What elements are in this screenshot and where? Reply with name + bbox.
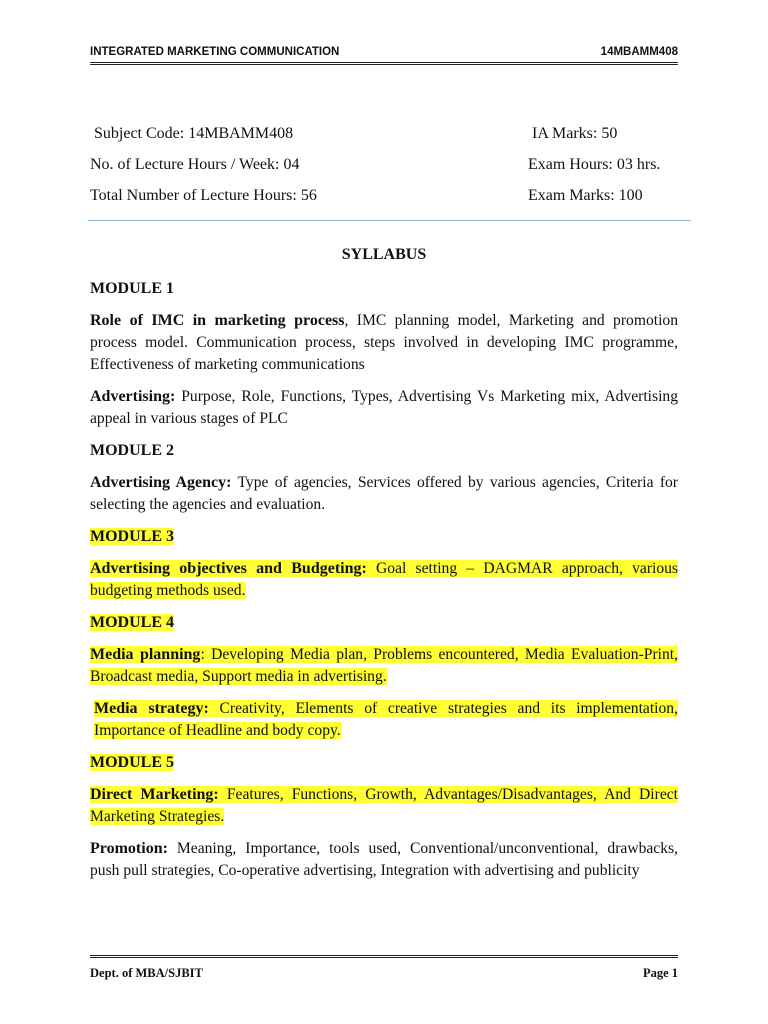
meta-row bbox=[90, 118, 678, 149]
exam-marks: Exam Marks: 100 bbox=[528, 186, 643, 204]
module-paragraph bbox=[90, 472, 678, 516]
module-text: Creativity, Elements of creative strategies and its implementation, Importance of Headline and body copy. bbox=[94, 700, 678, 739]
syllabus-content bbox=[90, 244, 678, 892]
module-text: Goal setting – DAGMAR approach, various budgeting methods used. bbox=[90, 560, 679, 599]
module-term: Direct Marketing: bbox=[90, 786, 219, 803]
page-footer bbox=[90, 955, 678, 981]
subject-code: Subject Code: 14MBAMM408 bbox=[94, 124, 294, 142]
module-term: Advertising: bbox=[90, 388, 176, 405]
lecture-hours-week: No. of Lecture Hours / Week: 04 bbox=[90, 155, 300, 173]
module-heading: MODULE 4 bbox=[90, 614, 174, 631]
exam-hours: Exam Hours: 03 hrs. bbox=[528, 155, 661, 173]
module-text: Type of agencies, Services offered by various agencies, Criteria for selecting the agencies and evaluation. bbox=[90, 474, 679, 513]
course-meta bbox=[90, 118, 678, 211]
footer-page-number: Page 1 bbox=[642, 966, 678, 980]
total-lecture-hours: Total Number of Lecture Hours: 56 bbox=[90, 186, 317, 204]
module-heading: MODULE 5 bbox=[90, 754, 174, 771]
meta-row bbox=[90, 149, 678, 180]
module-paragraph bbox=[90, 558, 678, 602]
module-heading: MODULE 3 bbox=[90, 528, 174, 545]
module-text: Purpose, Role, Functions, Types, Advertising Vs Marketing mix, Advertising appeal in various stages of PLC bbox=[90, 388, 678, 427]
module-text: Features, Functions, Growth, Advantages/Disadvantages, And Direct Marketing Strategies. bbox=[90, 786, 678, 825]
module-paragraph bbox=[90, 698, 678, 742]
syllabus-title: SYLLABUS bbox=[341, 246, 427, 263]
module-text: : Developing Media plan, Problems encountered, Media Evaluation-Print, Broadcast media, Support media in advertising. bbox=[90, 646, 678, 685]
meta-row bbox=[90, 180, 678, 211]
header-course-code: 14MBAMM408 bbox=[600, 46, 678, 58]
module-paragraph bbox=[90, 644, 678, 688]
module-term: Media strategy: bbox=[94, 700, 209, 717]
module-term: Media planning bbox=[90, 646, 201, 663]
header-course-title: INTEGRATED MARKETING COMMUNICATION bbox=[90, 46, 340, 58]
module-term: Advertising Agency: bbox=[90, 474, 232, 491]
module-term: Role of IMC in marketing process bbox=[90, 312, 345, 329]
module-text: , IMC planning model, Marketing and promotion process model. Communication process, steps involved in developing IMC programme, Effectiveness of marketing communications bbox=[90, 312, 679, 373]
module-term: Promotion: bbox=[90, 840, 168, 857]
module-text: Meaning, Importance, tools used, Conventional/unconventional, drawbacks, push pull strategies, Co-operative advertising, Integration with advertising and publicity bbox=[90, 840, 678, 879]
ia-marks: IA Marks: 50 bbox=[532, 124, 618, 142]
meta-divider bbox=[88, 220, 691, 221]
module-paragraph bbox=[90, 386, 678, 430]
footer-department: Dept. of MBA/SJBIT bbox=[90, 966, 203, 980]
module-term: Advertising objectives and Budgeting: bbox=[90, 560, 367, 577]
module-heading: MODULE 2 bbox=[90, 442, 174, 459]
module-paragraph bbox=[90, 838, 678, 882]
module-paragraph bbox=[90, 310, 678, 376]
module-heading: MODULE 1 bbox=[90, 280, 174, 297]
page-header bbox=[90, 46, 678, 65]
module-paragraph bbox=[90, 784, 678, 828]
